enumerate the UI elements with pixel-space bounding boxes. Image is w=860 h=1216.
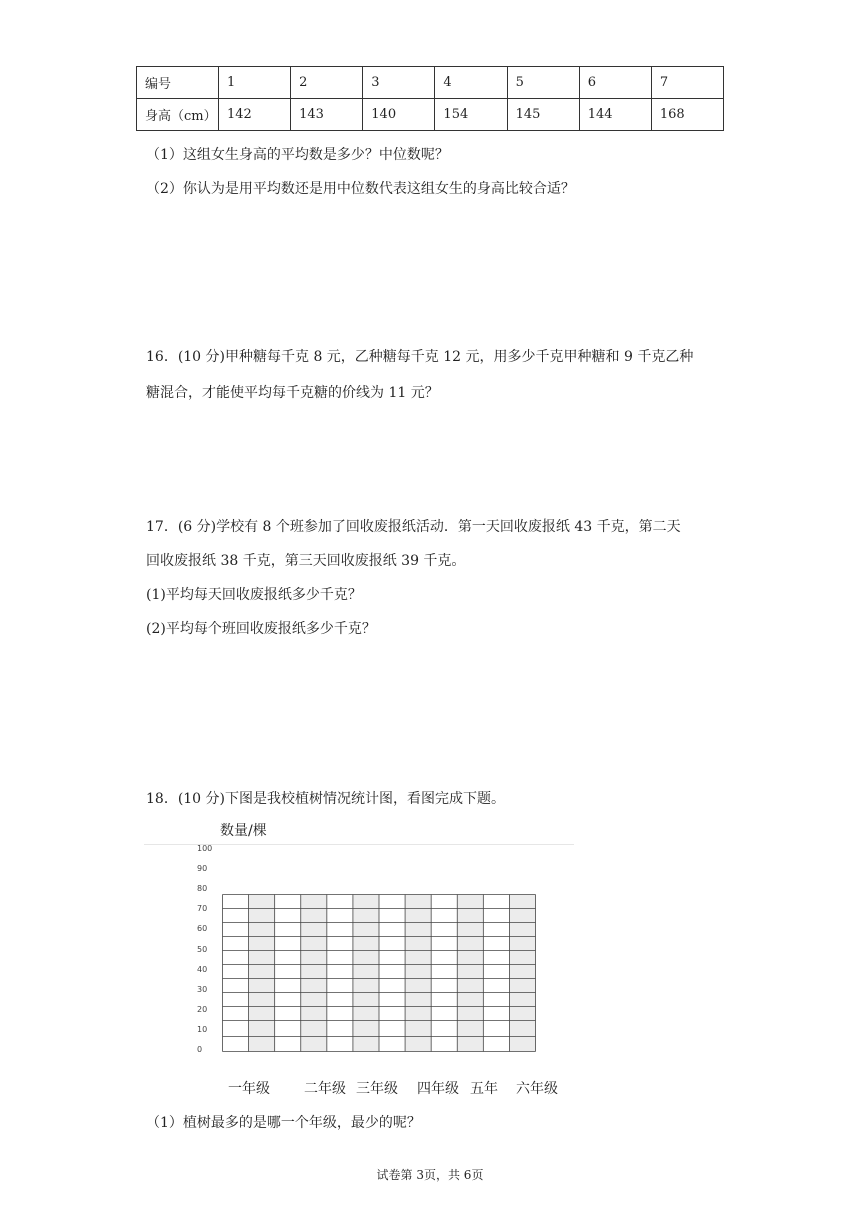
chart-ytick-label: 40: [197, 964, 208, 974]
height-table: [136, 66, 724, 131]
chart-xtick-label: 四年级: [417, 1081, 459, 1097]
table-cell: 145: [507, 99, 579, 131]
chart-ytick-label: 30: [197, 984, 208, 994]
chart-xtick-label: 一年级: [228, 1081, 270, 1097]
chart-ytick-label: 80: [197, 884, 208, 894]
table-cell: 140: [363, 99, 435, 131]
table-cell: 5: [507, 67, 579, 99]
table-cell: 3: [363, 67, 435, 99]
table-cell: 168: [651, 99, 723, 131]
table-cell: 4: [435, 67, 507, 99]
q17-line1: 17．(6 分)学校有 8 个班参加了回收废报纸活动．第一天回收废报纸 43 千克，第二天: [146, 519, 681, 535]
q16-line1: 16．(10 分)甲种糖每千克 8 元，乙种糖每千克 12 元，用多少千克甲种糖和 9 千克乙种: [146, 349, 694, 365]
chart-grid: [222, 894, 536, 1052]
chart-bar-column: [405, 895, 431, 1052]
table-cell: 1: [219, 67, 291, 99]
page-footer: 试卷第 3页，共 6页: [376, 1168, 484, 1182]
chart-ytick-label: 60: [197, 924, 208, 934]
table-cell: 7: [651, 67, 723, 99]
chart-bar-column: [249, 895, 275, 1052]
chart-ytick-label: 100: [197, 844, 213, 853]
table-header-cell: 编号: [137, 67, 219, 99]
chart-ytick-label: 50: [197, 944, 208, 954]
chart-bar-column: [353, 895, 379, 1052]
q17-line2: 回收废报纸 38 千克，第三天回收废报纸 39 千克。: [146, 553, 466, 569]
chart-ytick-label: 10: [197, 1024, 208, 1034]
chart-xtick-label: 五年: [470, 1081, 498, 1097]
q15-sub2: （2）你认为是用平均数还是用中位数代表这组女生的身高比较合适？: [146, 181, 575, 197]
table-cell: 144: [579, 99, 651, 131]
table-cell: 143: [291, 99, 363, 131]
table-header-cell: 身高（cm）: [137, 99, 219, 131]
chart-ytick-label: 90: [197, 864, 208, 874]
chart-ylabel: 数量/棵: [220, 823, 267, 839]
table-cell: 142: [219, 99, 291, 131]
table-row: [137, 99, 724, 131]
q18-line1: 18．(10 分)下图是我校植树情况统计图，看图完成下题。: [146, 791, 506, 807]
chart-xtick-label: 六年级: [516, 1081, 558, 1097]
table-cell: 154: [435, 99, 507, 131]
chart-xtick-label: 二年级: [304, 1081, 346, 1097]
q17-sub1: (1)平均每天回收废报纸多少千克？: [146, 587, 362, 603]
q16-line2: 糖混合，才能使平均每千克糖的价线为 11 元？: [146, 385, 439, 401]
table-cell: 6: [579, 67, 651, 99]
chart-bar-column: [509, 895, 535, 1052]
table-cell: 2: [291, 67, 363, 99]
q15-sub1: （1）这组女生身高的平均数是多少？中位数呢？: [146, 147, 449, 163]
chart-ytick-label: 20: [197, 1004, 208, 1014]
table-row: [137, 67, 724, 99]
chart-bar-column: [457, 895, 483, 1052]
q18-sub1: （1）植树最多的是哪一个年级，最少的呢？: [146, 1115, 421, 1131]
chart-ytick-label: 70: [197, 904, 208, 914]
q17-sub2: (2)平均每个班回收废报纸多少千克？: [146, 621, 376, 637]
chart-bar-column: [301, 895, 327, 1052]
chart-xtick-label: 三年级: [356, 1081, 398, 1097]
chart-ytick-label: 0: [197, 1045, 203, 1054]
